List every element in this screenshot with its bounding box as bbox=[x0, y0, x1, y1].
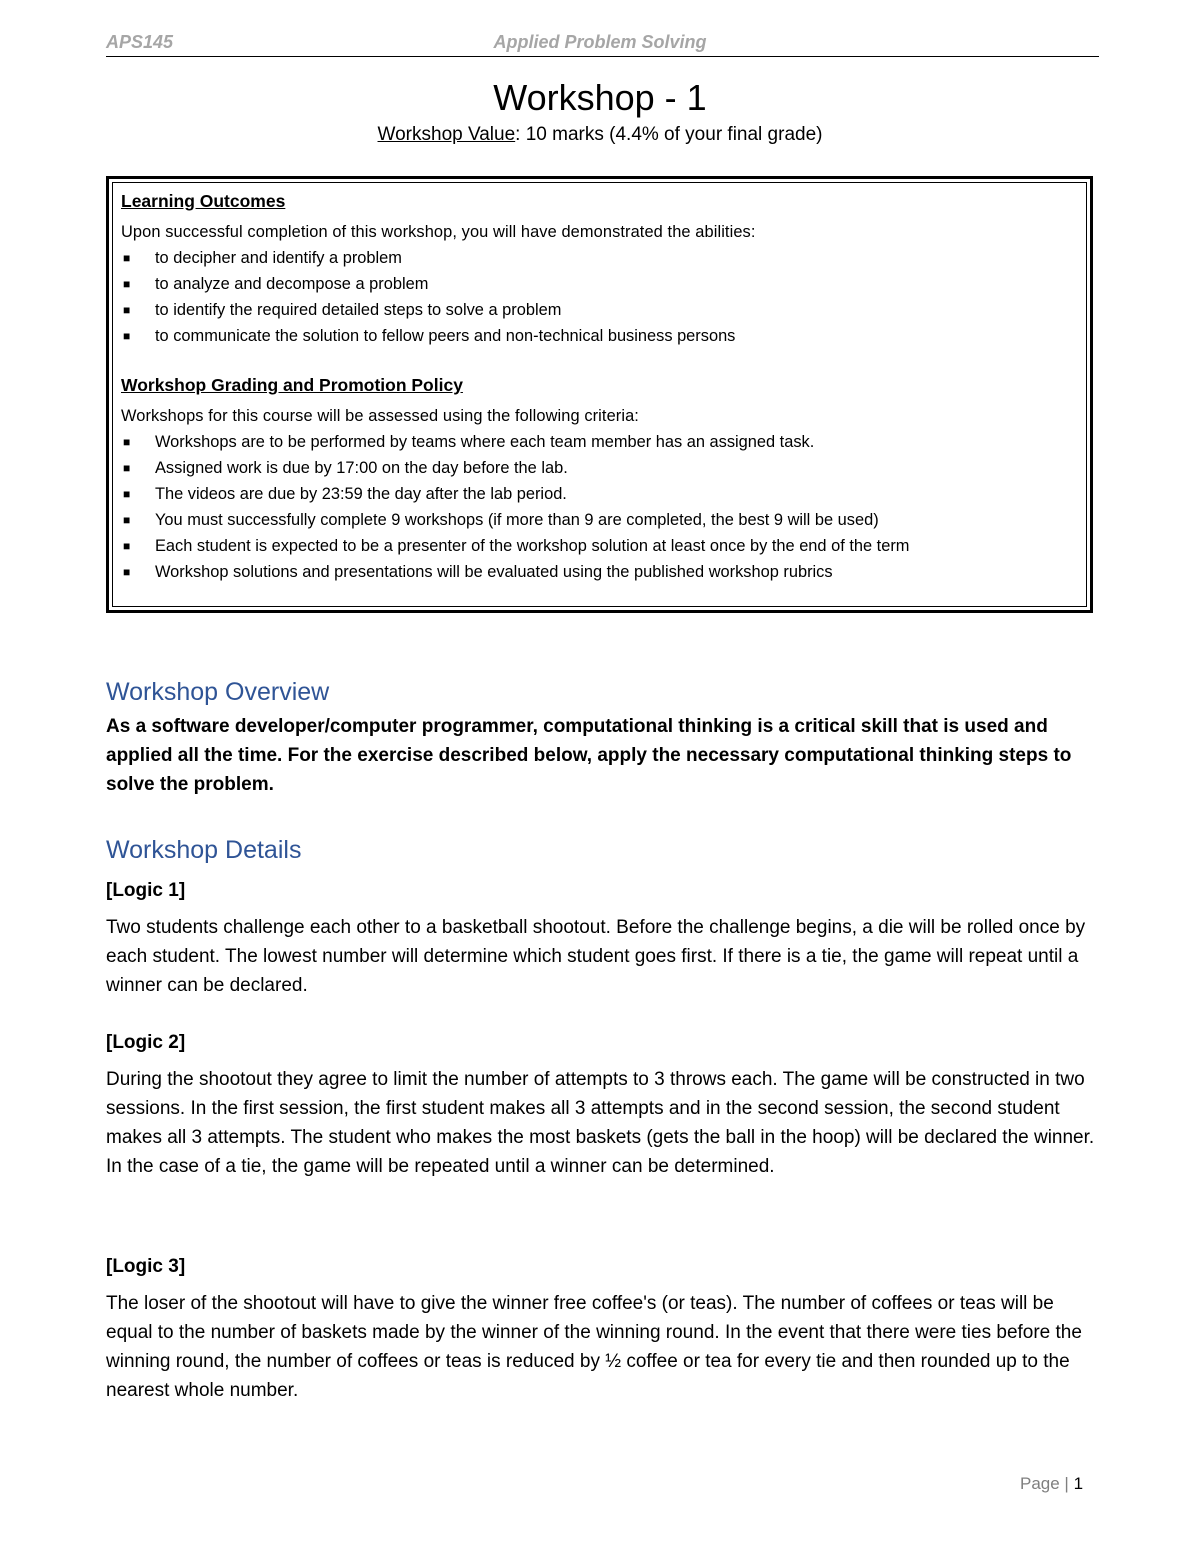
list-item-text: Each student is expected to be a presenter of the workshop solution at least once by the end of the term bbox=[155, 537, 910, 555]
details-heading: Workshop Details bbox=[106, 836, 302, 864]
grading-policy-list bbox=[121, 429, 1082, 585]
bullet-icon: ■ bbox=[123, 461, 131, 475]
header-subject: Applied Problem Solving bbox=[493, 32, 707, 52]
bullet-icon: ■ bbox=[123, 565, 131, 579]
list-item-text: You must successfully complete 9 workshops (if more than 9 are completed, the best 9 will be used) bbox=[155, 511, 879, 529]
list-item bbox=[121, 297, 1082, 323]
outcomes-policy-box bbox=[106, 176, 1093, 613]
list-item bbox=[121, 481, 1082, 507]
bullet-icon: ■ bbox=[123, 435, 131, 449]
logic-1-text: Two students challenge each other to a basketball shootout. Before the challenge begins, a die will be rolled once by each student. The lowest number will determine which student goes first. If there is a tie, the game will repeat until a winner can be declared. bbox=[106, 917, 1086, 996]
page-number bbox=[1020, 1474, 1083, 1494]
logic-1-label: [Logic 1] bbox=[106, 880, 186, 901]
workshop-value-label: Workshop Value bbox=[377, 124, 516, 145]
list-item bbox=[121, 455, 1082, 481]
list-item-text: to communicate the solution to fellow peers and non-technical business persons bbox=[155, 327, 736, 345]
bullet-icon: ■ bbox=[123, 539, 131, 553]
list-item-text: The videos are due by 23:59 the day after the lab period. bbox=[155, 485, 567, 503]
list-item-text: to decipher and identify a problem bbox=[155, 249, 402, 267]
list-item bbox=[121, 429, 1082, 455]
grading-policy-heading: Workshop Grading and Promotion Policy bbox=[121, 375, 463, 395]
logic-3-text: The loser of the shootout will have to give the winner free coffee's (or teas). The number of coffees or teas will be equal to the number of baskets made by the winner of the winning round. In the event that there were ties before the winning round, the number of coffees or teas is reduced by ½ coffee or tea for every tie and then rounded up to the nearest whole number. bbox=[106, 1293, 1082, 1401]
list-item bbox=[121, 271, 1082, 297]
box-content bbox=[121, 187, 1082, 585]
bullet-icon: ■ bbox=[123, 329, 131, 343]
list-item-text: to identify the required detailed steps to solve a problem bbox=[155, 301, 562, 319]
document-title: Workshop - 1 bbox=[493, 77, 707, 118]
list-item bbox=[121, 559, 1082, 585]
page-header bbox=[106, 30, 1099, 57]
list-item-text: Workshop solutions and presentations will be evaluated using the published workshop rubrics bbox=[155, 563, 833, 581]
logic-2-text: During the shootout they agree to limit the number of attempts to 3 throws each. The game will be constructed in two sessions. In the first session, the first student makes all 3 attempts and in the second session, the second student makes all 3 attempts. The student who makes the most baskets (gets the ball in the hoop) will be declared the winner. In the case of a tie, the game will be repeated until a winner can be determined. bbox=[106, 1069, 1095, 1177]
header-course-code: APS145 bbox=[106, 32, 174, 52]
list-item-text: Assigned work is due by 17:00 on the day before the lab. bbox=[155, 459, 568, 477]
overview-text: As a software developer/computer programmer, computational thinking is a critical skill that is used and applied all the time. For the exercise described below, apply the necessary computational thinking steps to solve the problem. bbox=[106, 716, 1072, 795]
list-item bbox=[121, 245, 1082, 271]
learning-outcomes-list bbox=[121, 245, 1082, 349]
page-number-value: 1 bbox=[1073, 1474, 1084, 1493]
list-item bbox=[121, 533, 1082, 559]
bullet-icon: ■ bbox=[123, 251, 131, 265]
learning-outcomes-intro: Upon successful completion of this workshop, you will have demonstrated the abilities: bbox=[121, 223, 756, 241]
logic-2-label: [Logic 2] bbox=[106, 1032, 186, 1053]
workshop-value-text: : 10 marks (4.4% of your final grade) bbox=[515, 124, 823, 145]
list-item bbox=[121, 507, 1082, 533]
learning-outcomes-heading: Learning Outcomes bbox=[121, 191, 286, 211]
bullet-icon: ■ bbox=[123, 513, 131, 527]
list-item-text: to analyze and decompose a problem bbox=[155, 275, 429, 293]
bullet-icon: ■ bbox=[123, 303, 131, 317]
logic-3-label: [Logic 3] bbox=[106, 1256, 186, 1277]
list-item-text: Workshops are to be performed by teams where each team member has an assigned task. bbox=[155, 433, 815, 451]
list-item bbox=[121, 323, 1082, 349]
page-label: Page | bbox=[1020, 1474, 1074, 1493]
bullet-icon: ■ bbox=[123, 277, 131, 291]
bullet-icon: ■ bbox=[123, 487, 131, 501]
overview-heading: Workshop Overview bbox=[106, 678, 330, 706]
grading-policy-intro: Workshops for this course will be assessed using the following criteria: bbox=[121, 407, 639, 425]
workshop-value bbox=[0, 122, 1200, 148]
